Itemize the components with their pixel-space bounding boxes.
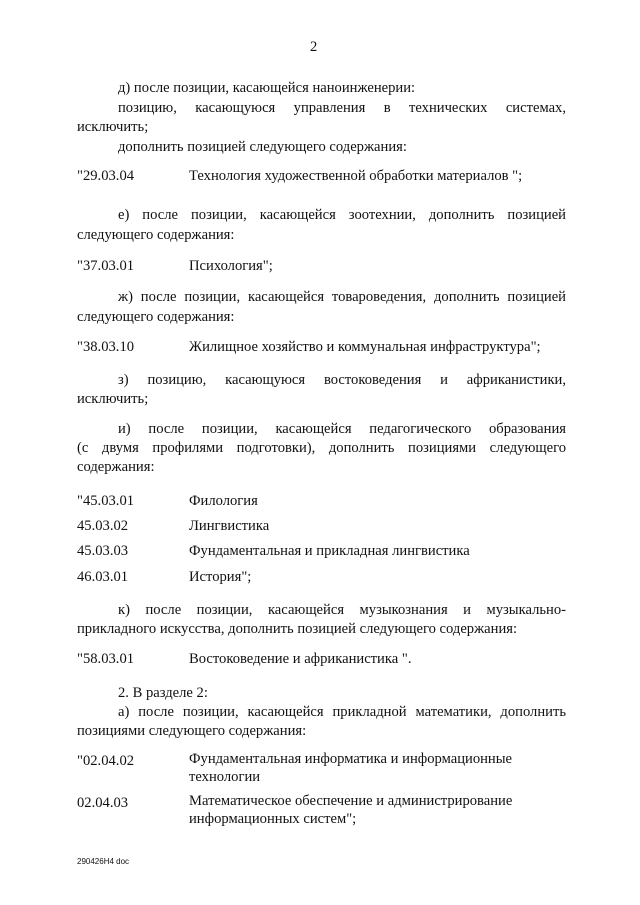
entry-code: "38.03.10 (77, 339, 135, 355)
entry-title: Фундаментальная и прикладная лингвистика (189, 543, 470, 559)
section-2-a-line2: позициями следующего содержания: (77, 723, 307, 739)
paragraph-z-line2: исключить; (77, 391, 149, 407)
paragraph-e-line1: е) после позиции, касающейся зоотехнии, дополнить позицией (118, 207, 566, 223)
paragraph-d-line1: позицию, касающуюся управления в технических системах, (118, 100, 566, 116)
paragraph-i-line3: содержания: (77, 459, 155, 475)
entry-title: Математическое обеспечение и администрирование (189, 793, 513, 809)
entry-title: Жилищное хозяйство и коммунальная инфраструктура"; (189, 339, 541, 355)
entry-title: Фундаментальная информатика и информационные (189, 751, 513, 767)
section-2-heading: 2. В разделе 2: (118, 685, 208, 701)
page-number: 2 (310, 39, 318, 55)
paragraph-i-line1: и) после позиции, касающейся педагогического образования (118, 421, 566, 437)
entry-title: Технология художественной обработки материалов "; (189, 168, 523, 184)
file-reference: 290426H4 doc (77, 857, 130, 866)
paragraph-k-line2: прикладного искусства, дополнить позицией следующего содержания: (77, 621, 518, 637)
entry-title-continued: информационных систем"; (189, 811, 357, 827)
entry-code: "37.03.01 (77, 258, 135, 274)
entry-title: Филология (189, 493, 258, 509)
paragraph-k-line1: к) после позиции, касающейся музыкознания и музыкально- (118, 602, 566, 618)
entry-title: История"; (189, 569, 252, 585)
entry-title-continued: технологии (189, 769, 261, 785)
entry-code: 02.04.03 (77, 795, 129, 811)
section-2-a-line1: а) после позиции, касающейся прикладной математики, дополнить (118, 704, 566, 720)
paragraph-d-line3: дополнить позицией следующего содержания: (118, 139, 407, 155)
paragraph-d-line2: исключить; (77, 119, 149, 135)
entry-code: "58.03.01 (77, 651, 135, 667)
entry-code: "02.04.02 (77, 753, 135, 769)
paragraph-e-line2: следующего содержания: (77, 227, 235, 243)
entry-code: "29.03.04 (77, 168, 135, 184)
entry-code: 45.03.03 (77, 543, 129, 559)
entry-code: 46.03.01 (77, 569, 129, 585)
entry-code: "45.03.01 (77, 493, 135, 509)
paragraph-zh-line1: ж) после позиции, касающейся товароведения, дополнить позицией (118, 289, 566, 305)
entry-code: 45.03.02 (77, 518, 129, 534)
entry-title: Лингвистика (189, 518, 270, 534)
paragraph-z-line1: з) позицию, касающуюся востоковедения и африканистики, (118, 372, 566, 388)
paragraph-d-intro: д) после позиции, касающейся наноинженерии: (118, 80, 416, 96)
paragraph-zh-line2: следующего содержания: (77, 309, 235, 325)
entry-title: Психология"; (189, 258, 273, 274)
paragraph-i-line2: (с двумя профилями подготовки), дополнить позициями следующего (77, 440, 566, 456)
entry-title: Востоковедение и африканистика ". (189, 651, 412, 667)
